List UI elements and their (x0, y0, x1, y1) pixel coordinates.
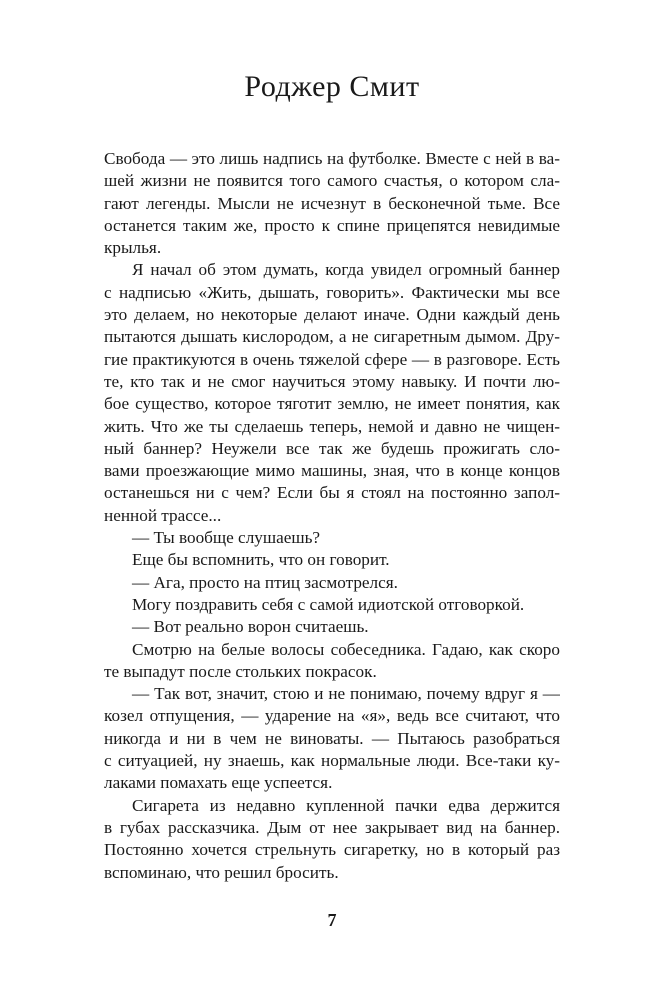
text-line: гие практикуются в очень тяжелой сфере — в разговоре. Есть (104, 349, 560, 369)
text-line: ненной трассе... (104, 505, 222, 525)
text-line: останется таким же, просто к спине прицепятся невидимые (104, 215, 560, 235)
text-line: козел отпущения, — ударение на «я», ведь все считают, что (104, 706, 560, 726)
text-line: — Вот реально ворон считаешь. (132, 617, 369, 637)
page-number: 7 (327, 910, 337, 930)
text-line: останешься ни с чем? Если бы я стоял на постоянно запол- (104, 483, 560, 503)
text-line: бое существо, которое тяготит землю, не имеет понятия, как (104, 394, 560, 414)
text-line: гают легенды. Мысли не исчезнут в бесконечной тьме. Все (104, 193, 560, 213)
text-line: — Ага, просто на птиц засмотрелся. (132, 572, 398, 592)
text-line: крылья. (104, 238, 162, 258)
text-line: никогда и ни в чем не виноваты. — Пытаюсь разобраться (104, 728, 560, 748)
text-line: — Ты вообще слушаешь? (132, 528, 321, 548)
text-line: Смотрю на белые волосы собеседника. Гадаю, как скоро (132, 639, 560, 659)
text-line: вами проезжающие мимо машины, зная, что в конце концов (104, 461, 560, 481)
text-line: жить. Что же ты сделаешь теперь, немой и давно не чищен- (104, 416, 560, 436)
text-line: те, кто так и не смог научиться этому навыку. И почти лю- (104, 371, 560, 391)
text-line: ный баннер? Неужели все так же будешь прожигать сло- (104, 438, 560, 458)
running-title: Роджер Смит (244, 70, 420, 103)
text-line: Свобода — это лишь надпись на футболке. Вместе с ней в ва- (104, 149, 560, 168)
body-text (104, 148, 560, 884)
text-line: Сигарета из недавно купленной пачки едва держится (132, 795, 560, 815)
text-line: в губах рассказчика. Дым от нее закрывает вид на баннер. (104, 817, 560, 837)
text-line: шей жизни не появится того самого счастья, о котором сла- (104, 171, 560, 191)
text-line: — Так вот, значит, стою и не понимаю, почему вдруг я — (132, 684, 560, 704)
text-line: это делаем, но некоторые делают иначе. Одни каждый день (104, 305, 560, 325)
text-line: пытаются дышать кислородом, а не сигаретным дымом. Дру- (104, 327, 560, 347)
text-line: Постоянно хочется стрельнуть сигаретку, но в который раз (104, 840, 560, 860)
text-line: с надписью «Жить, дышать, говорить». Фактически мы все (104, 282, 560, 302)
text-line: с ситуацией, ну знаешь, как нормальные люди. Все-таки ку- (104, 751, 560, 771)
text-line: те выпадут после стольких покрасок. (104, 661, 377, 681)
text-line: Еще бы вспомнить, что он говорит. (132, 550, 390, 570)
text-line: Могу поздравить себя с самой идиотской отговоркой. (132, 594, 525, 614)
text-line: вспоминаю, что решил бросить. (104, 862, 339, 882)
text-line: Я начал об этом думать, когда увидел огромный баннер (132, 260, 560, 280)
text-line: лаками помахать еще успеется. (104, 773, 333, 793)
